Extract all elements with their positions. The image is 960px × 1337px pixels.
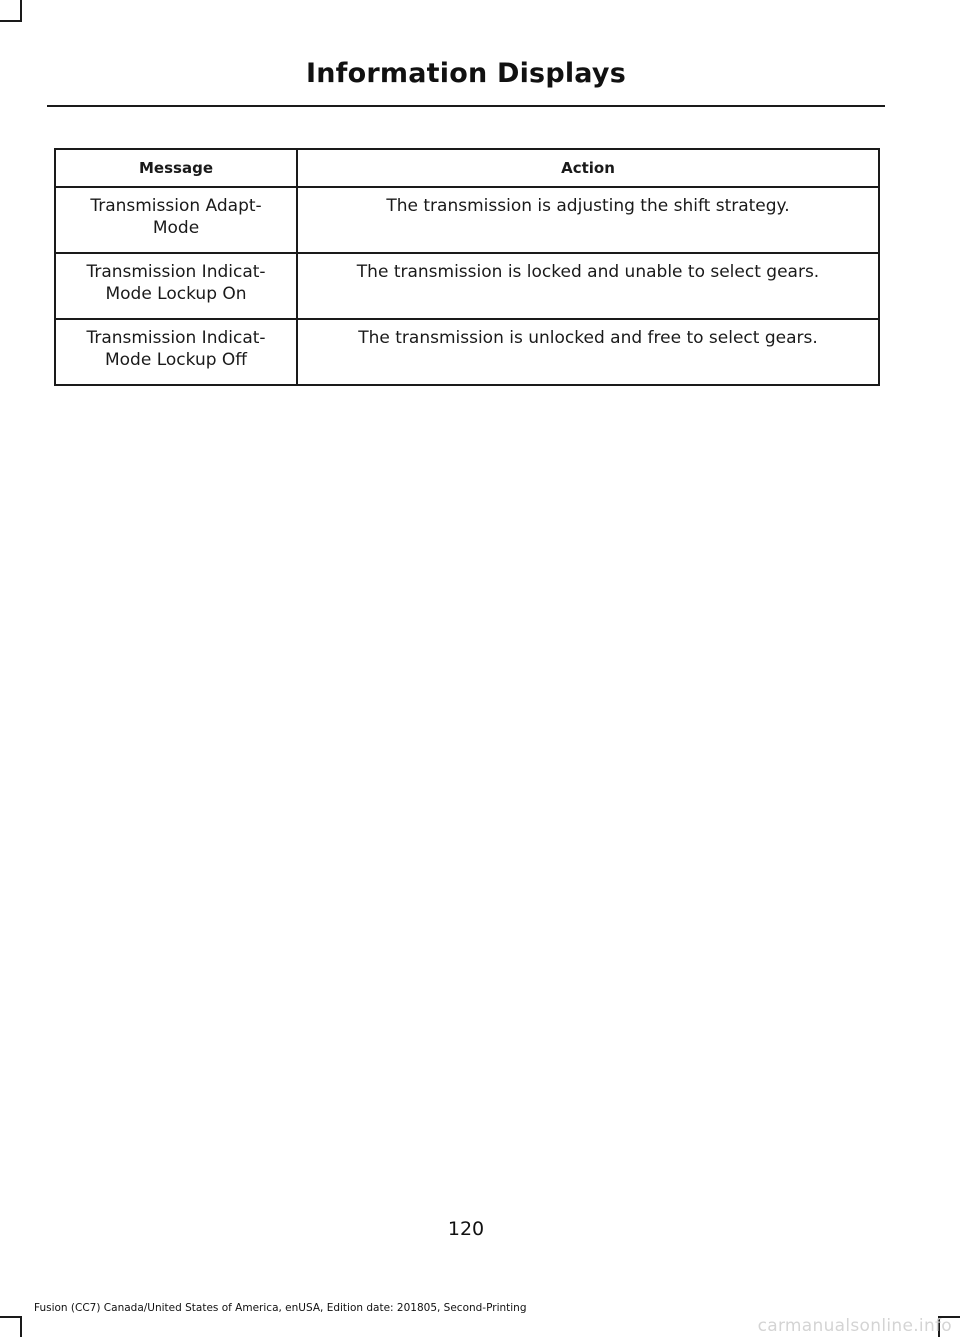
message-line: Transmission Indicat- (86, 262, 266, 282)
column-header-message: Message (55, 149, 297, 187)
action-cell: The transmission is locked and unable to select gears. (297, 253, 879, 319)
column-header-action: Action (297, 149, 879, 187)
watermark-logo: carmanualsonline.info (757, 1316, 952, 1336)
page-number: 120 (447, 1218, 485, 1240)
table-header-row (55, 149, 879, 187)
message-cell (55, 253, 297, 319)
message-line: Mode (152, 218, 200, 238)
action-cell: The transmission is adjusting the shift strategy. (297, 187, 879, 253)
edition-footer: Fusion (CC7) Canada/United States of America, enUSA, Edition date: 201805, Second-Printing (34, 1302, 527, 1314)
table-row (55, 187, 879, 253)
crop-mark-top-left-horizontal (0, 20, 22, 22)
message-line: Transmission Adapt- (90, 196, 262, 216)
page-title: Information Displays (306, 58, 626, 89)
crop-mark-top-left-vertical (20, 0, 22, 22)
message-line: Transmission Indicat- (86, 328, 266, 348)
message-table (54, 148, 880, 386)
crop-mark-bottom-left-horizontal (0, 1316, 22, 1318)
crop-mark-bottom-left-vertical (20, 1316, 22, 1337)
message-line: Mode Lockup Off (104, 350, 248, 370)
title-divider (47, 105, 885, 107)
message-cell (55, 319, 297, 385)
message-cell (55, 187, 297, 253)
table-row (55, 319, 879, 385)
message-line: Mode Lockup On (105, 284, 247, 304)
action-cell: The transmission is unlocked and free to select gears. (297, 319, 879, 385)
table-row (55, 253, 879, 319)
